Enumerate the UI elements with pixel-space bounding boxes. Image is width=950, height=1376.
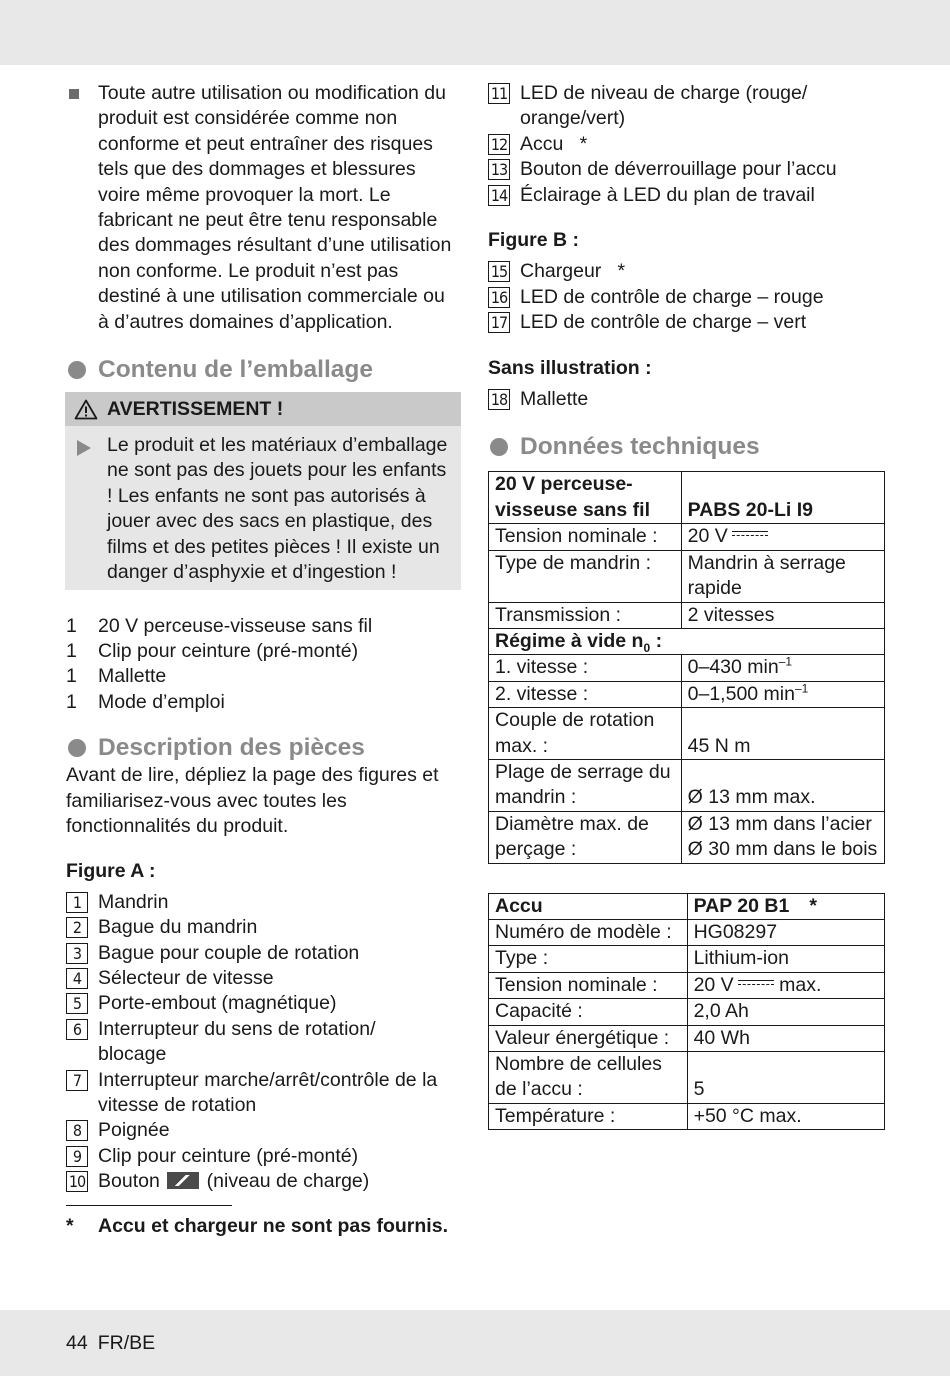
value-text: : [650,629,663,652]
part-number: 10 [66,1171,88,1192]
circle-bullet-icon [490,438,508,456]
table-cell [681,811,884,863]
part-label: Bouton de déverrouillage pour l’accu [520,158,837,181]
table-row [489,524,885,550]
part-number: 2 [66,917,88,938]
table-cell: Accu [489,893,688,919]
table-cell: Diamètre max. de perçage : [489,811,682,863]
left-column [66,81,466,1239]
item-qty: 1 [66,639,77,662]
warning-text: Le produit et les matériaux d’emballage ne sont pas des jouets pour les enfants ! Les enfants ne sont pas autorisés à jouer avec des sacs en plastique, des films et des petites pièces ! Il existe un danger d’asphyxie et d’ingestion ! [107,434,448,584]
table-cell: Numéro de modèle : [489,919,688,945]
intro-text: Toute autre utilisation ou modification du produit est considérée comme non conforme et peut entraîner des risques tels que des dommages et blessures voire même provoquer la mort. Le fabricant ne peut être tenu responsable des dommages résultant d’une utilisation non conforme. Le produit n’est pas destiné à une utilisation commerciale ou à d’autres domaines d’application. [98,82,452,333]
warning-title: AVERTISSEMENT ! [107,398,284,421]
page-number: 44 [66,1332,88,1354]
table-cell: PABS 20-Li I9 [681,472,884,524]
section-heading-tech [488,432,888,462]
table-cell: Tension nominale : [489,972,688,998]
header-band [0,0,950,65]
value-text: Régime à vide n [495,629,644,652]
table-row [489,708,885,760]
table-cell: Type de mandrin : [489,550,682,602]
part-label: Mallette [520,388,589,411]
figure-a-heading: Figure A : [66,860,156,883]
list-item [66,966,466,991]
section-title: Contenu de l’emballage [98,356,373,384]
figure-b-heading: Figure B : [488,229,579,252]
subscript: 0 [643,640,651,655]
language-code: FR/BE [97,1332,156,1354]
table-cell: Température : [489,1103,688,1129]
section-title: Description des pièces [98,734,365,762]
list-item [488,132,888,157]
table-row [489,550,885,602]
intro-bullet [66,81,456,335]
part-label: Interrupteur marche/arrêt/contrôle de la vitesse de rotation [98,1068,438,1116]
part-label: Éclairage à LED du plan de travail [520,183,815,206]
part-label: Chargeur * [520,260,626,283]
table-row [489,1052,885,1104]
table-row [489,759,885,811]
table-cell: Valeur énergétique : [489,1025,688,1051]
section-title: Données techniques [520,433,760,461]
list-item [66,1144,466,1169]
parts-list-a-cont [488,81,888,208]
value-text: 20 V [687,525,728,548]
value-text: 0–430 min [687,656,779,679]
warning-box [65,392,461,589]
table-row [489,919,885,945]
part-number: 14 [488,185,510,206]
table-row [489,972,885,998]
table-cell [489,628,885,654]
part-label: LED de niveau de charge (rouge/ orange/vert) [520,82,808,130]
part-number: 11 [488,83,510,104]
list-item [66,890,466,915]
tech-table-drill [488,471,885,863]
no-illustration-heading: Sans illustration : [488,356,652,379]
parts-list-a [66,890,466,1195]
warning-header [65,392,461,426]
part-label: Mandrin [98,890,169,913]
table-cell [687,972,884,998]
part-label: LED de contrôle de charge – rouge [520,285,824,308]
table-cell [681,681,884,707]
item-qty: 1 [66,690,77,713]
table-cell: Type : [489,946,688,972]
part-number: 17 [488,312,510,333]
list-item [488,259,888,284]
part-number: 15 [488,261,510,282]
table-cell: Transmission : [489,602,682,628]
circle-bullet-icon [68,739,86,757]
table-cell: 2,0 Ah [687,999,884,1025]
table-row [489,1025,885,1051]
parts-list-b [488,259,888,335]
section-heading-contents [66,355,466,385]
item-label: 20 V perceuse-visseuse sans fil [98,614,373,637]
value-text: Ø 13 mm dans l’acier [687,812,872,835]
table-row [489,472,885,524]
table-row [489,1103,885,1129]
part-label: Clip pour ceinture (pré-monté) [98,1144,359,1167]
value-text: max. [779,973,822,996]
table-row [489,681,885,707]
table-row [489,946,885,972]
table-cell: HG08297 [687,919,884,945]
warning-body [65,426,461,589]
table-cell [687,893,884,919]
list-item [488,387,888,412]
list-item [488,285,888,310]
list-item [66,1169,466,1194]
contents-list [66,614,466,716]
footnote-star: * [809,894,817,917]
part-number: 16 [488,287,510,308]
table-cell: Couple de rotation max. : [489,708,682,760]
value-text: 20 V [693,973,734,996]
footnote-text: Accu et chargeur ne sont pas fournis. [98,1214,448,1237]
part-number: 3 [66,943,88,964]
table-cell: +50 °C max. [687,1103,884,1129]
part-label: Interrupteur du sens de rotation/ blocage [98,1017,376,1066]
table-row [489,602,885,628]
table-cell [681,655,884,681]
footnote-rule [66,1205,232,1206]
part-label: Sélecteur de vitesse [98,966,274,989]
part-number: 12 [488,134,510,155]
table-cell: Nombre de cellules de l’accu : [489,1052,688,1104]
list-item [488,157,888,182]
table-row [489,811,885,863]
table-cell: Ø 13 mm max. [681,759,884,811]
value-text: PAP 20 B1 [693,894,790,917]
list-item [66,941,466,966]
part-number: 8 [66,1120,88,1141]
table-cell: 1. vitesse : [489,655,682,681]
dc-symbol-icon [732,531,768,541]
table-cell: Capacité : [489,999,688,1025]
list-item [488,81,848,132]
table-cell: 45 N m [681,708,884,760]
part-label: Bague pour couple de rotation [98,941,360,964]
right-column [488,81,888,1130]
table-row [489,893,885,919]
part-label-post: (niveau de charge) [206,1170,370,1193]
table-cell: Tension nominale : [489,524,682,550]
square-bullet-icon [69,89,79,99]
value-text: Ø 30 mm dans le bois [687,838,878,861]
list-item [488,183,888,208]
item-qty: 1 [66,614,77,637]
table-cell [681,524,884,550]
part-number: 4 [66,968,88,989]
table-cell: 2 vitesses [681,602,884,628]
part-label: Accu * [520,132,588,155]
table-cell: 2. vitesse : [489,681,682,707]
part-number: 7 [66,1070,88,1091]
table-cell: 40 Wh [687,1025,884,1051]
tech-table-battery [488,893,885,1131]
play-arrow-icon [77,440,91,456]
table-cell: Plage de serrage du mandrin : [489,759,682,811]
part-number: 1 [66,892,88,913]
part-number: 18 [488,389,510,410]
list-item [66,690,466,715]
dc-symbol-icon [738,980,774,990]
parts-list-c [488,387,888,412]
table-row [489,655,885,681]
part-number: 13 [488,159,510,180]
part-number: 6 [66,1019,88,1040]
table-cell: 5 [687,1052,884,1104]
table-row [489,999,885,1025]
parts-intro: Avant de lire, dépliez la page des figures et familiarisez-vous avec toutes les fonctionnalités du produit. [66,764,439,837]
item-label: Mallette [98,665,167,688]
list-item [66,639,466,664]
item-label: Clip pour ceinture (pré-monté) [98,639,359,662]
battery-charge-icon [167,1172,199,1189]
superscript: –1 [794,681,809,696]
list-item [66,1017,416,1068]
table-cell: Lithium-ion [687,946,884,972]
list-item [488,310,888,335]
value-text: 0–1,500 min [687,682,795,705]
table-cell: 20 V perceuse-visseuse sans fil [489,472,682,524]
section-heading-parts [66,733,466,763]
page-footer [66,1331,155,1356]
list-item [66,1118,466,1143]
part-number: 9 [66,1146,88,1167]
list-item [66,915,466,940]
warning-triangle-icon [74,399,98,420]
footnote [66,1214,486,1239]
circle-bullet-icon [68,361,86,379]
part-label: Porte-embout (magnétique) [98,992,337,1015]
superscript: –1 [778,654,793,669]
list-item [66,1068,446,1119]
item-qty: 1 [66,665,77,688]
footnote-star: * [66,1214,74,1237]
list-item [66,614,466,639]
table-row [489,628,885,654]
list-item [66,991,466,1016]
part-label: Bague du mandrin [98,916,258,939]
list-item [66,664,466,689]
part-label: Poignée [98,1119,170,1142]
part-label: LED de contrôle de charge – vert [520,311,807,334]
table-cell: Mandrin à serrage rapide [681,550,884,602]
item-label: Mode d’emploi [98,690,225,713]
part-number: 5 [66,993,88,1014]
part-label-pre: Bouton [98,1170,160,1193]
